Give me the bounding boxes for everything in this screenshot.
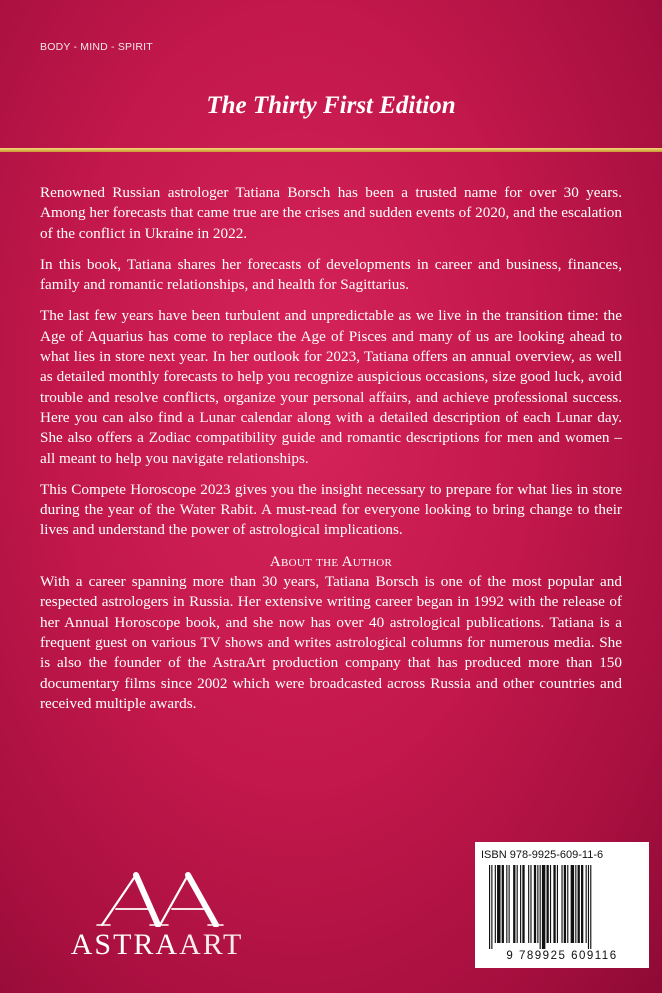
- barcode-bar: [522, 865, 524, 943]
- barcode-bar: [575, 865, 576, 943]
- gold-divider: [0, 148, 662, 152]
- barcode-bar: [513, 865, 515, 943]
- barcode-bar: [506, 865, 507, 943]
- barcode-bar: [542, 865, 545, 949]
- barcode-bar: [588, 865, 589, 949]
- barcode-bar: [561, 865, 562, 943]
- about-author-text: With a career spanning more than 30 years, Tatiana Borsch is one of the most popular and respected astrologers in Russia. Her extensive writing career began in 1992 with the release of her Annual Horoscope book, and she now has over 40 astrological publications. Tatiana is a frequent guest on various TV shows and writes astrological columns for numerous media. She is also the founder of the AstraArt production company that has produced more than 150 documentary films since 2002 which were broadcasted across Russia and other countries and received multiple awards.: [40, 573, 622, 712]
- barcode-number: 9 789925 609116: [506, 950, 618, 962]
- barcode-bar: [528, 865, 529, 943]
- category-label: BODY - MIND - SPIRIT: [40, 41, 153, 53]
- barcode-bar: [550, 865, 551, 943]
- barcode-bar: [491, 865, 492, 949]
- edition-title: The Thirty First Edition: [206, 92, 456, 119]
- about-author-heading: About the Author: [269, 553, 393, 570]
- barcode-bar: [586, 865, 587, 943]
- barcode-bar: [489, 865, 490, 949]
- barcode-bar: [567, 865, 568, 943]
- barcode-bar: [537, 865, 538, 943]
- barcode-bar: [557, 865, 558, 943]
- barcode-bar: [578, 865, 580, 943]
- barcode-bar: [571, 865, 574, 943]
- publisher-name-art: ART: [179, 928, 244, 961]
- barcode-bar: [553, 865, 555, 943]
- barcode-bars: [487, 865, 637, 949]
- isbn-label: ISBN 978-9925-609-11-6: [481, 849, 604, 861]
- paragraph-book: In this book, Tatiana shares her forecasts of developments in career and business, finances, family and romantic relationships, and health for Sagittarius.: [40, 255, 622, 294]
- publisher-name-astra: ASTRA: [70, 928, 180, 961]
- description-block: [40, 183, 622, 725]
- barcode-bar: [495, 865, 496, 943]
- barcode-bar: [497, 865, 500, 943]
- barcode-bar: [517, 865, 518, 943]
- paragraph-intro: Renowned Russian astrologer Tatiana Borsch has been a trusted name for over 30 years. Among her forecasts that came true are the crises and sudden events of 2020, and the escalation of the conflict in Ukraine in 2022.: [40, 184, 622, 242]
- barcode-bar: [520, 865, 521, 943]
- barcode-bar: [581, 865, 583, 943]
- barcode-bar: [534, 865, 536, 943]
- barcode-bar: [530, 865, 531, 943]
- paragraph-summary: This Compete Horoscope 2023 gives you the insight necessary to prepare for what lies in store during the year of the Water Rabit. A must-read for everyone looking to bring change to their lives and understand the power of astrological implications.: [40, 480, 622, 539]
- publisher-logo-text: [42, 928, 272, 962]
- isbn-barcode: [475, 842, 649, 968]
- paragraph-outlook: The last few years have been turbulent and unpredictable as we live in the transition time: the Age of Aquarius has come to replace the Age of Pisces and many of us are looking ahead to what lies in store next year. In her outlook for 2023, Tatiana offers an annual overview, as well as detailed monthly forecasts to help you recognize auspicious occasions, size good luck, avoid trouble and resolve conflicts, organize your personal affairs, and achieve professional success. Here you can also find a Lunar calendar along with a detailed description of each Lunar day. She also offers a Zodiac compatibility guide and romantic descriptions for men and women – all meant to help you navigate relationships.: [40, 307, 622, 467]
- barcode-bar: [547, 865, 549, 943]
- barcode-bar: [590, 865, 591, 949]
- barcode-bar: [540, 865, 541, 949]
- barcode-bar: [502, 865, 504, 943]
- astraart-logo-icon: [96, 871, 224, 932]
- barcode-bar: [564, 865, 566, 943]
- barcode-bar: [509, 865, 510, 943]
